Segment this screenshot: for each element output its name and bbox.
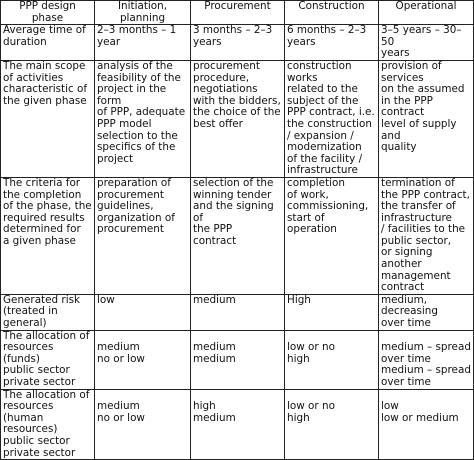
cell-scope-operational: provision of services on the assumed in the PPP contract level of supply and quality xyxy=(379,60,474,177)
table-row-scope xyxy=(1,60,474,177)
header-procurement: Procurement xyxy=(191,1,285,25)
header-row xyxy=(1,1,474,25)
cell-criteria-construction: completion of work, commissioning, start of operation xyxy=(285,177,379,294)
cell-human-procurement: high medium xyxy=(191,389,285,460)
cell-funds-initiation: medium no or low xyxy=(95,330,191,389)
row-label-scope: The main scope of activities characteristic of the given phase xyxy=(1,60,95,177)
table-row-criteria xyxy=(1,177,474,294)
cell-risk-construction: High xyxy=(285,294,379,330)
cell-duration-initiation: 2–3 months – 1 year xyxy=(95,25,191,61)
cell-duration-construction: 6 months – 2–3 years xyxy=(285,25,379,61)
cell-funds-procurement: medium medium xyxy=(191,330,285,389)
cell-criteria-operational: termination of the PPP contract, the transfer of infrastructure / facilities to the public sector, or signing another management contract xyxy=(379,177,474,294)
cell-criteria-initiation: preparation of procurement guidelines, organization of procurement xyxy=(95,177,191,294)
header-ppp-design-phase: PPP design phase xyxy=(1,1,95,25)
cell-risk-procurement: medium xyxy=(191,294,285,330)
cell-human-operational: low low or medium xyxy=(379,389,474,460)
cell-duration-procurement: 3 months – 2–3 years xyxy=(191,25,285,61)
header-operational: Operational xyxy=(379,1,474,25)
cell-criteria-procurement: selection of the winning tender and the signing of the PPP contract xyxy=(191,177,285,294)
row-label-criteria: The criteria for the completion of the phase, the required results determined for a given phase xyxy=(1,177,95,294)
header-construction: Construction xyxy=(285,1,379,25)
row-label-risk: Generated risk (treated in general) xyxy=(1,294,95,330)
row-label-duration: Average time of duration xyxy=(1,25,95,61)
cell-scope-procurement: procurement procedure, negotiations with the bidders, the choice of the best offer xyxy=(191,60,285,177)
table-row-risk xyxy=(1,294,474,330)
table-row-duration xyxy=(1,25,474,61)
cell-funds-construction: low or no high xyxy=(285,330,379,389)
cell-risk-operational: medium, decreasing over time xyxy=(379,294,474,330)
cell-risk-initiation: low xyxy=(95,294,191,330)
cell-funds-operational: medium – spread over time medium – spread over time xyxy=(379,330,474,389)
table-row-human-resources xyxy=(1,389,474,460)
cell-duration-operational: 3–5 years – 30–50 years xyxy=(379,25,474,61)
table-row-funds xyxy=(1,330,474,389)
row-label-funds: The allocation of resources (funds) public sector private sector xyxy=(1,330,95,389)
header-initiation-planning: Initiation, planning xyxy=(95,1,191,25)
cell-human-initiation: medium no or low xyxy=(95,389,191,460)
row-label-human-resources: The allocation of resources (human resources) public sector private sector xyxy=(1,389,95,460)
cell-scope-construction: construction works related to the subject of the PPP contract, i.e. the construction / expansion / modernization of the facility / infrastructure xyxy=(285,60,379,177)
cell-human-construction: low or no high xyxy=(285,389,379,460)
cell-scope-initiation: analysis of the feasibility of the project in the form of PPP, adequate PPP model selection to the specifics of the project xyxy=(95,60,191,177)
